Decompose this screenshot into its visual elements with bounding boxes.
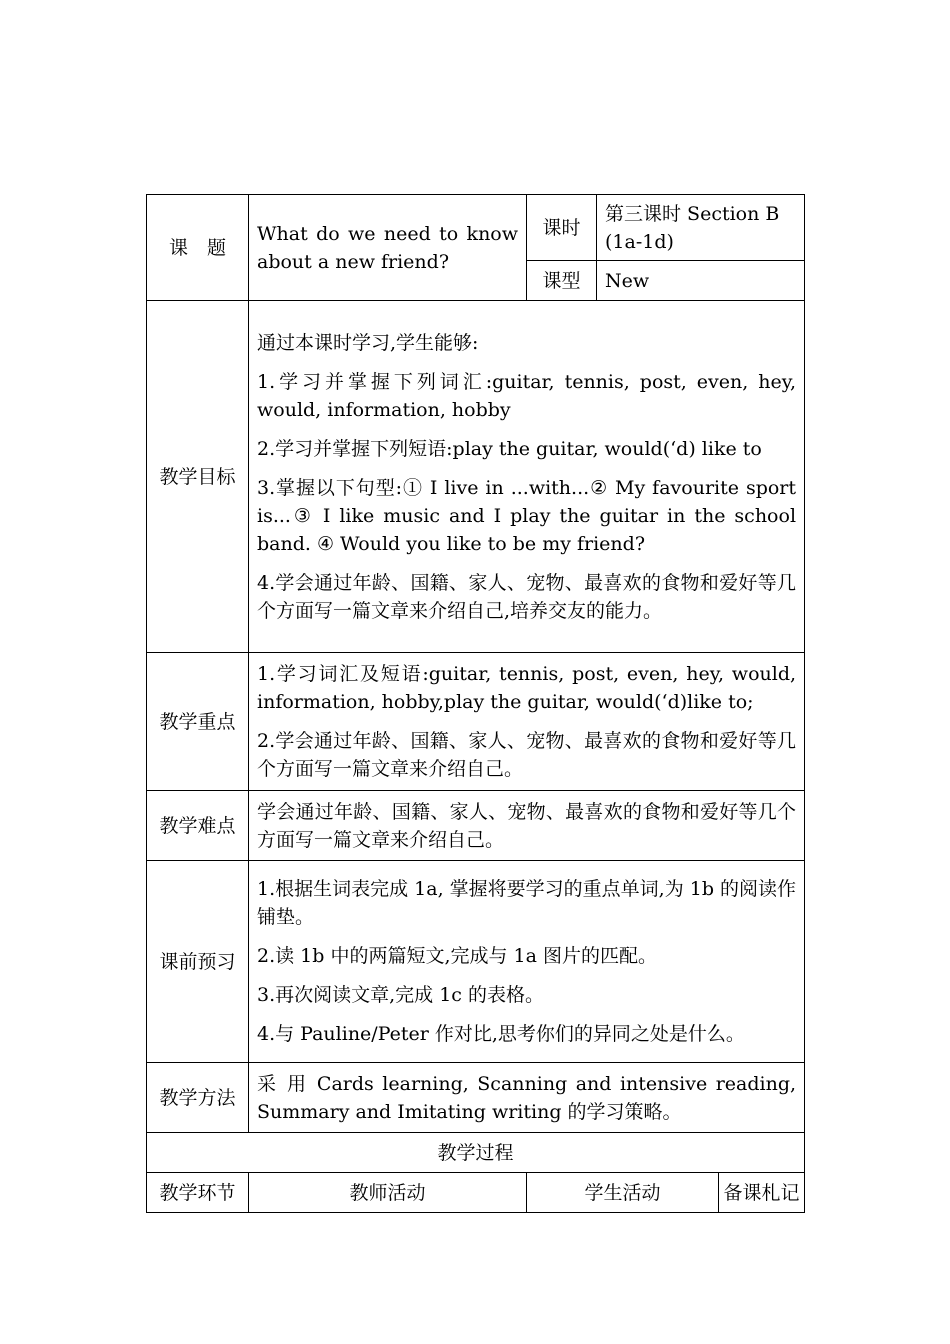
preview-item: 4.与 Pauline/Peter 作对比,思考你们的异同之处是什么。 [257, 1023, 745, 1045]
difficulties-row [147, 791, 805, 861]
process-col-student: 学生活动 [527, 1173, 719, 1213]
objective-item: 2.学习并掌握下列短语:play the guitar, would(‘d) like to [257, 437, 762, 460]
methods-label: 教学方法 [147, 1063, 249, 1133]
objective-intro: 通过本课时学习,学生能够: [257, 331, 479, 354]
objectives-row [147, 301, 805, 653]
process-title: 教学过程 [147, 1133, 805, 1173]
preview-item: 2.读 1b 中的两篇短文,完成与 1a 图片的匹配。 [257, 945, 657, 967]
preview-item: 3.再次阅读文章,完成 1c 的表格。 [257, 984, 544, 1006]
topic-row [147, 195, 805, 261]
objectives-label: 教学目标 [147, 301, 249, 653]
objective-item: 4.学会通过年龄、国籍、家人、宠物、最喜欢的食物和爱好等几个方面写一篇文章来介绍自己,培养交友的能力。 [257, 571, 797, 622]
objectives-content [249, 301, 805, 653]
topic-label: 课 题 [147, 195, 249, 301]
key-point-item: 2.学会通过年龄、国籍、家人、宠物、最喜欢的食物和爱好等几个方面写一篇文章来介绍自己。 [257, 730, 797, 780]
period-label: 课时 [527, 195, 597, 261]
topic-value: What do we need to know about a new friend? [249, 195, 527, 301]
preview-row [147, 861, 805, 1063]
process-header-row [147, 1173, 805, 1213]
difficulties-content: 学会通过年龄、国籍、家人、宠物、最喜欢的食物和爱好等几个方面写一篇文章来介绍自己。 [249, 791, 805, 861]
preview-content [249, 861, 805, 1063]
objective-item: 1.学习并掌握下列词汇:guitar, tennis, post, even, hey, would, information, hobby [257, 370, 797, 421]
objective-item: 3.掌握以下句型:① I live in ...with...② My favourite sport is...③ I like music and I play the guitar in the school band. ④ Would you like to be my friend? [257, 476, 797, 555]
key-points-content [249, 653, 805, 791]
methods-content: 采 用 Cards learning, Scanning and intensive reading, Summary and Imitating writing 的学习策略。 [249, 1063, 805, 1133]
process-title-row [147, 1133, 805, 1173]
type-value: New [597, 261, 805, 301]
process-col-teacher: 教师活动 [249, 1173, 527, 1213]
key-points-row [147, 653, 805, 791]
process-col-notes: 备课札记 [719, 1173, 805, 1213]
type-label: 课型 [527, 261, 597, 301]
preview-label: 课前预习 [147, 861, 249, 1063]
process-col-stage: 教学环节 [147, 1173, 249, 1213]
period-value: 第三课时 Section B (1a-1d) [597, 195, 805, 261]
key-point-item: 1.学习词汇及短语:guitar, tennis, post, even, hey, would, information, hobby,play the guitar, would(‘d)like to; [257, 663, 797, 713]
key-points-label: 教学重点 [147, 653, 249, 791]
methods-row [147, 1063, 805, 1133]
difficulties-label: 教学难点 [147, 791, 249, 861]
preview-item: 1.根据生词表完成 1a, 掌握将要学习的重点单词,为 1b 的阅读作铺垫。 [257, 878, 797, 928]
lesson-plan-table [146, 194, 805, 1213]
